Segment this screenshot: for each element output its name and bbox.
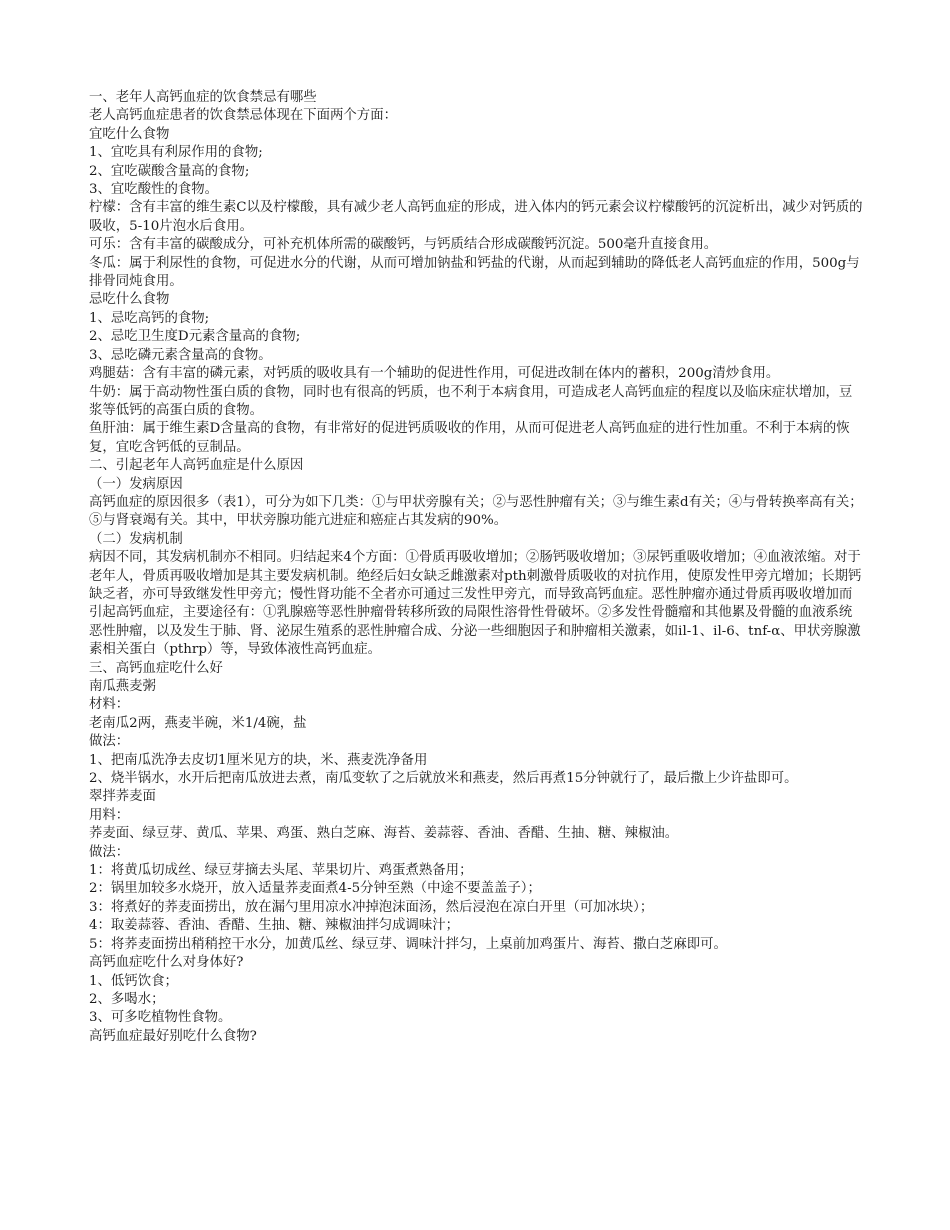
document-page bbox=[89, 89, 864, 1046]
section-heading-3: 三、高钙血症吃什么好 bbox=[89, 660, 223, 676]
recipe-step: 1：将黄瓜切成丝、绿豆芽摘去头尾、苹果切片、鸡蛋煮熟备用； bbox=[89, 863, 473, 879]
paragraph-lemon: 柠檬：含有丰富的维生素C以及柠檬酸，具有减少老人高钙血症的形成，进入体内的钙元素会议柠檬酸钙的沉淀析出，减少对钙质的吸收，5-10片泡水后食用。 bbox=[89, 200, 863, 234]
subheading-avoid-eat: 忌吃什么食物 bbox=[89, 292, 170, 308]
list-item: 2、多喝水； bbox=[89, 991, 165, 1007]
list-item: 3、宜吃酸性的食物。 bbox=[89, 182, 219, 198]
list-item: 3、可多吃植物性食物。 bbox=[89, 1010, 232, 1026]
recipe-label-ingredients: 材料： bbox=[89, 697, 130, 713]
subheading-should-eat: 宜吃什么食物 bbox=[89, 126, 170, 142]
paragraph-cod-liver-oil: 鱼肝油：属于维生素D含量高的食物，有非常好的促进钙质吸收的作用，从而可促进老人高钙血症的进行性加重。不利于本病的恢复，宜吃含钙低的豆制品。 bbox=[89, 421, 850, 455]
recipe-step: 3：将煮好的荞麦面捞出，放在漏勺里用凉水冲掉泡沫面汤，然后浸泡在凉白开里（可加冰块）； bbox=[89, 899, 654, 915]
list-item: 1、宜吃具有利尿作用的食物; bbox=[89, 145, 263, 161]
list-item: 2、忌吃卫生度D元素含量高的食物; bbox=[89, 329, 301, 345]
recipe-step: 5：将荞麦面捞出稍稍控干水分，加黄瓜丝、绿豆芽、调味汁拌匀，上桌前加鸡蛋片、海苔、撒白芝麻即可。 bbox=[89, 936, 727, 952]
intro-text: 老人高钙血症患者的饮食禁忌体现在下面两个方面： bbox=[89, 108, 397, 124]
paragraph-mechanism: 病因不同，其发病机制亦不相同。归结起来4个方面：①骨质再吸收增加；②肠钙吸收增加；③尿钙重吸收增加；④血液浓缩。对于老年人，骨质再吸收增加是其主要发病机制。绝经后妇女缺乏雌激素对pth刺激骨质吸收的对抗作用，使原发性甲旁亢增加；长期钙缺乏者，亦可导致继发性甲旁亢；慢性肾功能不全者亦可通过三发性甲旁亢，而导致高钙血症。恶性肿瘤亦通过骨质再吸收增加而引起高钙血症，主要途径有：①乳腺癌等恶性肿瘤骨转移所致的局限性溶骨性骨破坏。②多发性骨髓瘤和其他累及骨髓的血液系统恶性肿瘤，以及发生于肺、肾、泌尿生殖系的恶性肿瘤合成、分泌一些细胞因子和肿瘤相关激素，如il-1、il-6、tnf-α、甲状旁腺激素相关蛋白（pthrp）等，导致体液性高钙血症。 bbox=[89, 550, 862, 658]
paragraph-wax-gourd: 冬瓜：属于利尿性的食物，可促进水分的代谢，从而可增加钠盐和钙盐的代谢，从而起到辅助的降低老人高钙血症的作用，500g与排骨同炖食用。 bbox=[89, 255, 860, 290]
recipe-step: 4：取姜蒜蓉、香油、香醋、生抽、糖、辣椒油拌匀成调味汁； bbox=[89, 918, 460, 934]
section-heading-2: 二、引起老年人高钙血症是什么原因 bbox=[89, 458, 304, 474]
recipe-step: 2、烧半锅水，水开后把南瓜放进去煮，南瓜变软了之后就放米和燕麦，然后再煮15分钟就行了，最后撒上少许盐即可。 bbox=[89, 771, 798, 787]
paragraph-cause: 高钙血症的原因很多（表1），可分为如下几类：①与甲状旁腺有关；②与恶性肿瘤有关；③与维生素d有关；④与骨转换率高有关；⑤与肾衰竭有关。其中，甲状旁腺功能亢进症和癌症占其发病的90%。 bbox=[89, 494, 863, 529]
recipe-ingredients: 老南瓜2两，燕麦半碗，米1/4碗，盐 bbox=[89, 715, 307, 731]
subheading-cause: （一）发病原因 bbox=[89, 476, 183, 492]
list-item: 3、忌吃磷元素含量高的食物。 bbox=[89, 347, 272, 363]
recipe-ingredients: 荞麦面、绿豆芽、黄瓜、苹果、鸡蛋、熟白芝麻、海苔、姜蒜蓉、香油、香醋、生抽、糖、辣椒油。 bbox=[89, 826, 679, 842]
recipe-title-buckwheat: 翠拌荞麦面 bbox=[89, 789, 156, 805]
recipe-label-method: 做法： bbox=[89, 734, 130, 750]
section-heading-1: 一、老年人高钙血症的饮食禁忌有哪些 bbox=[89, 90, 317, 105]
list-item: 1、忌吃高钙的食物; bbox=[89, 310, 210, 326]
subheading-good-foods: 高钙血症吃什么对身体好? bbox=[89, 955, 244, 971]
recipe-label-ingredients: 用料： bbox=[89, 807, 130, 823]
paragraph-cola: 可乐：含有丰富的碳酸成分，可补充机体所需的碳酸钙，与钙质结合形成碳酸钙沉淀。500毫升直接食用。 bbox=[89, 237, 718, 253]
list-item: 1、低钙饮食； bbox=[89, 973, 178, 989]
recipe-title-pumpkin-oat: 南瓜燕麦粥 bbox=[89, 679, 156, 694]
recipe-step: 1、把南瓜洗净去皮切1厘米见方的块，米、燕麦洗净备用 bbox=[89, 752, 428, 768]
subheading-avoid-foods: 高钙血症最好别吃什么食物? bbox=[89, 1028, 257, 1044]
subheading-mechanism: （二）发病机制 bbox=[89, 531, 183, 547]
recipe-step: 2：锅里加较多水烧开，放入适量荞麦面煮4-5分钟至熟（中途不要盖盖子）； bbox=[89, 881, 541, 897]
list-item: 2、宜吃碳酸含量高的食物; bbox=[89, 163, 250, 179]
paragraph-mushroom: 鸡腿菇：含有丰富的磷元素，对钙质的吸收具有一个辅助的促进性作用，可促进改制在体内的蓄积，200g清炒食用。 bbox=[89, 366, 780, 382]
recipe-label-method: 做法： bbox=[89, 844, 130, 860]
paragraph-milk: 牛奶：属于高动物性蛋白质的食物，同时也有很高的钙质，也不利于本病食用，可造成老人高钙血症的程度以及临床症状增加，豆浆等低钙的高蛋白质的食物。 bbox=[89, 384, 853, 418]
